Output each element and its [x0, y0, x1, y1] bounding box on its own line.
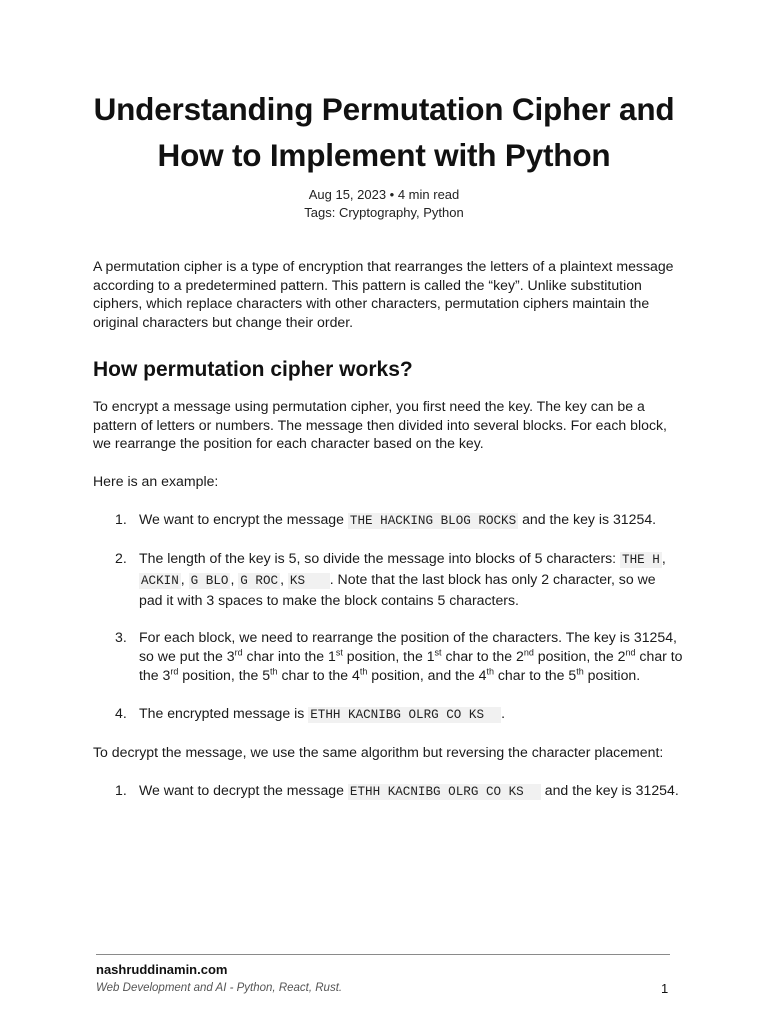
message-code: THE HACKING BLOG ROCKS: [349, 513, 517, 528]
footer-site: nashruddinamin.com: [96, 962, 228, 977]
ordinal-suffix: th: [486, 666, 494, 677]
intro-paragraph: A permutation cipher is a type of encryption that rearranges the letters of a plaintext message according to a predetermined pattern. This pattern is called the “key”. Unlike substitution ciphers, which replace characters with other characters, permutation ciphers maintain the original characters but change their order.: [93, 258, 674, 331]
ordinal-suffix: th: [359, 666, 368, 677]
step-text: char to the 4: [277, 666, 360, 683]
step-text: We want to encrypt the message: [139, 510, 348, 527]
step-text: char to the 3: [139, 648, 683, 683]
separator: ,: [280, 571, 288, 588]
step-text: position, the 5: [178, 666, 271, 683]
list-item: [93, 510, 683, 531]
step-text: The length of the key is 5, so divide the message into blocks of 5 characters:: [139, 550, 621, 567]
list-item: [93, 628, 683, 684]
list-item: [93, 781, 683, 802]
block-code: THE H: [622, 553, 660, 568]
list-number: 3.: [115, 629, 127, 646]
list-number: 4.: [115, 704, 127, 721]
list-item: [93, 549, 683, 609]
step-text: For each block, we need to rearrange the position of the characters. The key is 31254, so we put the 3: [139, 629, 677, 665]
block-code: KS: [289, 574, 328, 589]
encrypted-code: ETHH KACNIBG OLRG CO KS: [310, 707, 500, 722]
step-text: and the key is 31254.: [540, 781, 679, 798]
list-number: 1.: [115, 510, 127, 527]
step-text: position, and the 4: [367, 666, 487, 683]
decrypt-intro: To decrypt the message, we use the same algorithm but reversing the character placement:: [93, 744, 664, 761]
decrypt-steps-list: [93, 781, 683, 802]
ordinal-suffix: st: [434, 647, 442, 658]
ordinal-suffix: rd: [170, 666, 179, 677]
step-text: char to the 2: [441, 648, 524, 665]
article-body: [93, 257, 683, 821]
ordinal-suffix: nd: [523, 647, 534, 658]
step-text: and the key is 31254.: [518, 510, 657, 527]
ordinal-suffix: nd: [625, 647, 636, 658]
section-heading: How permutation cipher works?: [93, 357, 413, 381]
step-text: position.: [583, 666, 641, 683]
footer-tagline: Web Development and AI - Python, React, Rust.: [96, 982, 343, 994]
ordinal-suffix: rd: [234, 647, 243, 658]
tags-line: Tags: Cryptography, Python: [304, 205, 464, 220]
step-text: The encrypted message is: [139, 704, 309, 721]
section-paragraph: To encrypt a message using permutation cipher, you first need the key. The key can be a pattern of letters or numbers. The message then divided into several blocks. For each block, we rearrange the position for each character based on the key.: [93, 397, 667, 452]
list-number: 2.: [115, 550, 127, 567]
ordinal-suffix: th: [270, 666, 278, 677]
separator: ,: [180, 571, 189, 588]
step-text: . Note that the last block has only 2 character, so we pad it with 3 spaces to make the block contains 5 characters.: [139, 571, 656, 608]
step-text: .: [501, 704, 506, 721]
step-text: position, the 1: [342, 648, 435, 665]
step-text: We want to decrypt the message: [139, 781, 348, 798]
article-meta: [0, 186, 768, 222]
ordinal-suffix: st: [335, 647, 343, 658]
article-title: Understanding Permutation Cipher and How to Implement with Python: [93, 91, 675, 173]
list-item: [93, 704, 683, 725]
block-code: G ROC: [240, 574, 279, 589]
page-number: 1: [661, 981, 669, 996]
step-text: char to the 5: [493, 666, 577, 683]
ciphertext-code: ETHH KACNIBG OLRG CO KS: [349, 784, 539, 799]
separator: ,: [230, 571, 239, 588]
step-text: char into the 1: [242, 648, 336, 665]
block-code: G BLO: [190, 574, 229, 589]
step-text: position, the 2: [533, 648, 626, 665]
date-readtime: Aug 15, 2023 • 4 min read: [308, 187, 460, 202]
separator: ,: [661, 550, 666, 567]
block-code: ACKIN: [141, 574, 179, 589]
encrypt-steps-list: [93, 510, 683, 725]
ordinal-suffix: th: [576, 666, 584, 677]
footer-divider: [96, 954, 670, 955]
list-number: 1.: [115, 781, 127, 798]
example-intro: Here is an example:: [93, 472, 219, 489]
